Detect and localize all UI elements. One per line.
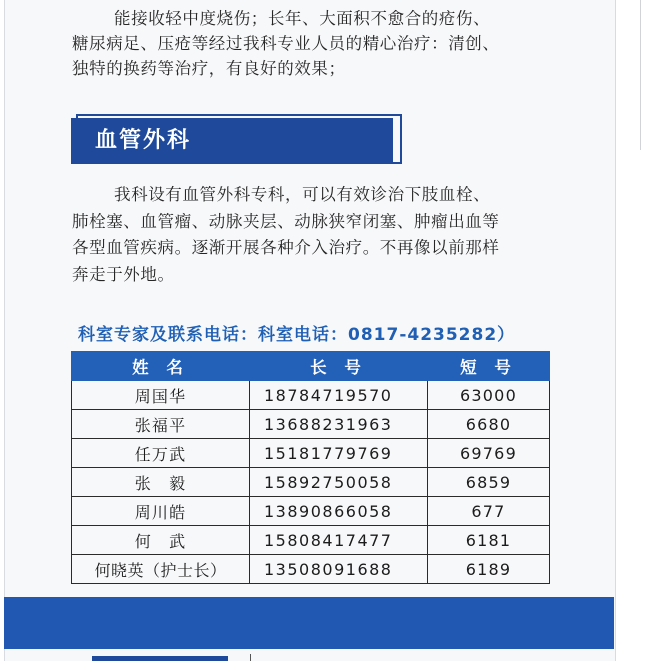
cell-long-number: 13890866058 [250,497,428,526]
section-line: 各型血管疾病。逐渐开展各种介入治疗。不再像以前那样 [72,238,500,257]
cell-long-number: 13688231963 [250,410,428,439]
cell-long-number: 18784719570 [250,381,428,410]
header-short-number: 短 号 [428,352,550,381]
cell-name: 周国华 [72,381,250,410]
cell-name: 张 毅 [72,468,250,497]
cell-name: 何 武 [72,526,250,555]
section-line: 我科设有血管外科专科，可以有效诊治下肢血栓、 [114,185,491,204]
table-row [72,526,550,555]
cell-long-number: 15181779769 [250,439,428,468]
cell-short-number: 69769 [428,439,550,468]
cell-short-number: 6189 [428,555,550,584]
footer-band [4,597,614,649]
next-section-heading-stub [92,656,228,661]
cell-long-number: 13508091688 [250,555,428,584]
contact-title: 科室专家及联系电话：科室电话：0817-4235282） [78,325,516,345]
header-name: 姓 名 [72,352,250,381]
table-header-row [72,352,550,381]
cell-short-number: 6181 [428,526,550,555]
intro-paragraph [72,6,562,81]
cell-name: 张福平 [72,410,250,439]
section-paragraph [72,182,562,288]
table-row [72,468,550,497]
contact-table [71,351,550,584]
cell-name: 何晓英（护士长） [72,555,250,584]
cell-long-number: 15892750058 [250,468,428,497]
cell-name: 周川皓 [72,497,250,526]
section-line: 肺栓塞、血管瘤、动脉夹层、动脉狭窄闭塞、肿瘤出血等 [72,211,500,231]
intro-line: 独特的换药等治疗，有良好的效果； [72,59,346,78]
cell-long-number: 15808417477 [250,526,428,555]
intro-line: 糖尿病足、压疮等经过我科专业人员的精心治疗：清创、 [72,34,500,53]
page-edge-mark [250,654,251,661]
cell-name: 任万武 [72,439,250,468]
cell-short-number: 63000 [428,381,550,410]
cell-short-number: 6859 [428,468,550,497]
cell-short-number: 677 [428,497,550,526]
header-long-number: 长 号 [250,352,428,381]
table-row [72,410,550,439]
section-heading: 血管外科 [71,118,393,164]
intro-line: 能接收轻中度烧伤；长年、大面积不愈合的疮伤、 [114,9,491,28]
section-line: 奔走于外地。 [72,264,175,284]
table-row [72,497,550,526]
table-row [72,439,550,468]
cell-short-number: 6680 [428,410,550,439]
page-edge-divider [640,0,641,150]
table-row [72,381,550,410]
table-row [72,555,550,584]
